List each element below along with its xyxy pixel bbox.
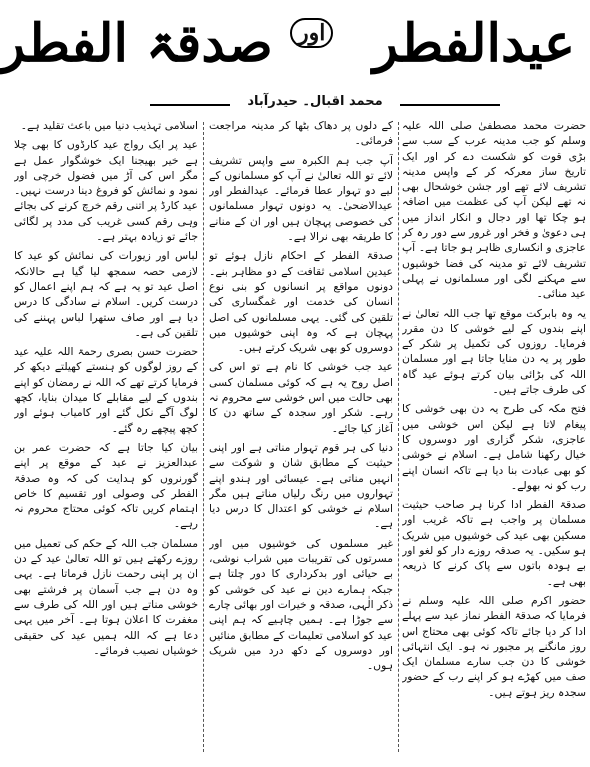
title-part-2: صدقۃ الفطر	[0, 13, 273, 74]
title-and-connector: اور	[290, 18, 333, 48]
byline-strip	[150, 93, 500, 111]
paragraph: لباس اور زیورات کی نمائش کو عید کا لازمی حصہ سمجھ لیا گیا ہے حالانکہ اصل عید تو یہ ہے کہ ہم اپنے اعمال کو درست کریں۔ اسلام نے سادگی کا درس دیا ہے اور صاف ستھرا لباس پہننے کی تلقین کی ہے۔	[14, 249, 198, 339]
paragraph: آپ جب ہم الکبرہ سے واپس تشریف لائے تو اللہ تعالیٰ نے آپ کو مسلمانوں کے لیے دو تہوار عطا فرمائے۔ عیدالفطر اور عیدالاضحیٰ۔ یہ دونوں تہوار مسلمانوں کی خصوصی پہچان ہیں اور ان کے منانے کا طریقہ بھی نرالا ہے۔	[209, 153, 393, 244]
paragraph: صدقۃ الفطر ادا کرنا ہر صاحب حیثیت مسلمان پر واجب ہے تاکہ غریب اور مسکین بھی عید کی خوشیوں میں شریک ہو سکیں۔ یہ صدقہ روزے دار کو لغو اور بے ہودہ باتوں سے پاک کرنے کا ذریعہ بھی ہے۔	[402, 498, 586, 588]
paragraph: حضرت حسن بصری رحمۃ اللہ علیہ عید کے روز لوگوں کو ہنستے کھیلتے دیکھ کر فرمایا کرتے تھے کہ اللہ نے رمضان کو اپنے بندوں کے لیے مقابلے کا میدان بنایا، کچھ لوگ آگے نکل گئے اور کامیاب ہوئے اور کچھ پیچھے رہ گئے۔	[14, 345, 198, 435]
byline: محمد اقبال۔ حیدرآباد	[230, 93, 400, 111]
article-column-2	[209, 118, 393, 758]
paragraph: دنیا کی ہر قوم تہوار مناتی ہے اور اپنی حیثیت کے مطابق شان و شوکت سے انہیں مناتی ہے۔ عیسائی اور ہندو اپنے تہواروں میں رنگ رلیاں مناتے ہیں مگر اسلام نے خوشی کو اعتدال کا درس دیا ہے۔	[209, 440, 393, 531]
paragraph: صدقۃ الفطر کے احکام نازل ہوئے تو عیدین اسلامی ثقافت کے دو مظاہر بنے۔ دونوں مواقع پر انسانوں کو بنی نوع انسان کی خدمت اور غمگساری کی تلقین کی گئی۔ یہی مسلمانوں کی اصل پہچان ہے کہ وہ اپنی خوشیوں میں دوسروں کو بھی شریک کرتے ہیں۔	[209, 249, 393, 355]
paragraph: عید پر ایک رواج عید کارڈوں کا بھی چلا ہے خیر بھیجنا ایک خوشگوار عمل ہے مگر اس کی آڑ میں فضول خرچی اور نمود و نمائش کو فروغ دینا درست نہیں۔ عید کارڈ پر اتنی رقم خرچ کرنے کی بجائے وہی رقم کسی غریب کی مدد پر لگائی جائے تو زیادہ بہتر ہے۔	[14, 138, 198, 244]
paragraph: حضرت محمد مصطفیٰ صلی اللہ علیہ وسلم کو جب مدینہ عرب کے سب سے بڑی قوت کو شکست دے کر اور ایک تاریخ ساز معرکہ کر کے واپس مدینہ تشریف لائے تھے اور جشن خوشحال بھی نہ تھے لیکن آپ کی عظمت میں اضافہ ہو چکا تھا اور دجال و انکار انداز میں ہی دعویٰ و فخر اور غرور سے دور رہ کر عاجزی و انکساری ظاہر ہو جاتا ہے۔ آپ تشریف لائے تو مدینہ کی فضا خوشیوں سے مہکنے لگی اور مسلمانوں نے پہلی عید منائی۔	[402, 119, 586, 301]
column-divider	[203, 122, 204, 752]
column-divider	[398, 122, 399, 752]
paragraph: حضور اکرم صلی اللہ علیہ وسلم نے فرمایا کہ صدقۃ الفطر نماز عید سے پہلے ادا کر دیا جائے تاکہ کوئی بھی محتاج اس روز مانگنے پر مجبور نہ ہو۔ ایک انتہائی خوشی کا دن جب سارے مسلمان ایک صف میں کھڑے ہو کر اپنے رب کے حضور سجدہ ریز ہوتے ہیں۔	[402, 593, 586, 699]
masthead	[0, 0, 590, 112]
title-part-1: عیدالفطر	[373, 13, 575, 74]
article-column-3	[14, 118, 198, 758]
paragraph: غیر مسلموں کی خوشیوں میں اور مسرتوں کی تقریبات میں شراب نوشی، بے حیائی اور بدکرداری کا دور چلتا ہے جبکہ ہمارے دین نے عید کی خوشی کو ذکر الٰہی، صدقہ و خیرات اور بھائی چارے سے جوڑا ہے۔ ہمیں چاہیے کہ ہم اپنی عید کو اسلامی تعلیمات کے مطابق منائیں اور دوسروں کے دکھ درد میں شریک ہوں۔	[209, 536, 393, 673]
paragraph: فتح مکہ کی طرح یہ دن بھی خوشی کا پیغام لاتا ہے لیکن اس خوشی میں عاجزی، شکر گزاری اور دوسروں کا خیال رکھنا شامل ہے۔ اسلام نے خوشی کو بھی عبادت بنا دیا ہے تاکہ انسان اپنے رب کو نہ بھولے۔	[402, 402, 586, 492]
paragraph: مسلمان جب اللہ کے حکم کی تعمیل میں روزے رکھتے ہیں تو اللہ تعالیٰ عید کے دن ان پر اپنی رحمت نازل فرماتا ہے۔ یہی وہ دن ہے جب آسمان پر فرشتے بھی خوشی مناتے ہیں اور اللہ کی طرف سے مغفرت کا اعلان ہوتا ہے۔ آخر میں یہی دعا ہے کہ اللہ ہمیں عید کی حقیقی خوشیاں نصیب فرمائے۔	[14, 536, 198, 657]
article-title	[0, 4, 575, 84]
paragraph: یہ وہ بابرکت موقع تھا جب اللہ تعالیٰ نے اپنے بندوں کے لیے خوشی کا دن مقرر فرمایا۔ روزوں کی تکمیل پر شکر کے طور پر یہ دن منایا جاتا ہے اور مسلمان اللہ کی بڑائی بیان کرتے ہوئے عید گاہ کی طرف جاتے ہیں۔	[402, 306, 586, 397]
paragraph: عید جب خوشی کا نام ہے تو اس کی اصل روح یہ ہے کہ کوئی مسلمان کسی بھی حالت میں اس خوشی سے محروم نہ رہے۔ شکر اور سجدہ کے ساتھ دن کا آغاز کیا جائے۔	[209, 360, 393, 435]
article-column-1	[402, 118, 586, 758]
paragraph: بیان کیا جاتا ہے کہ حضرت عمر بن عبدالعزیز نے عید کے موقع پر اپنے گورنروں کو ہدایت کی کہ وہ صدقۃ الفطر کی وصولی اور تقسیم کا خاص اہتمام کریں تاکہ کوئی محتاج محروم نہ رہے۔	[14, 440, 198, 531]
paragraph: اسلامی تہذیب دنیا میں باعث تقلید ہے۔	[20, 119, 198, 132]
paragraph: کے دلوں پر دھاک بٹھا کر مدینہ مراجعت فرمائی۔	[209, 119, 393, 148]
